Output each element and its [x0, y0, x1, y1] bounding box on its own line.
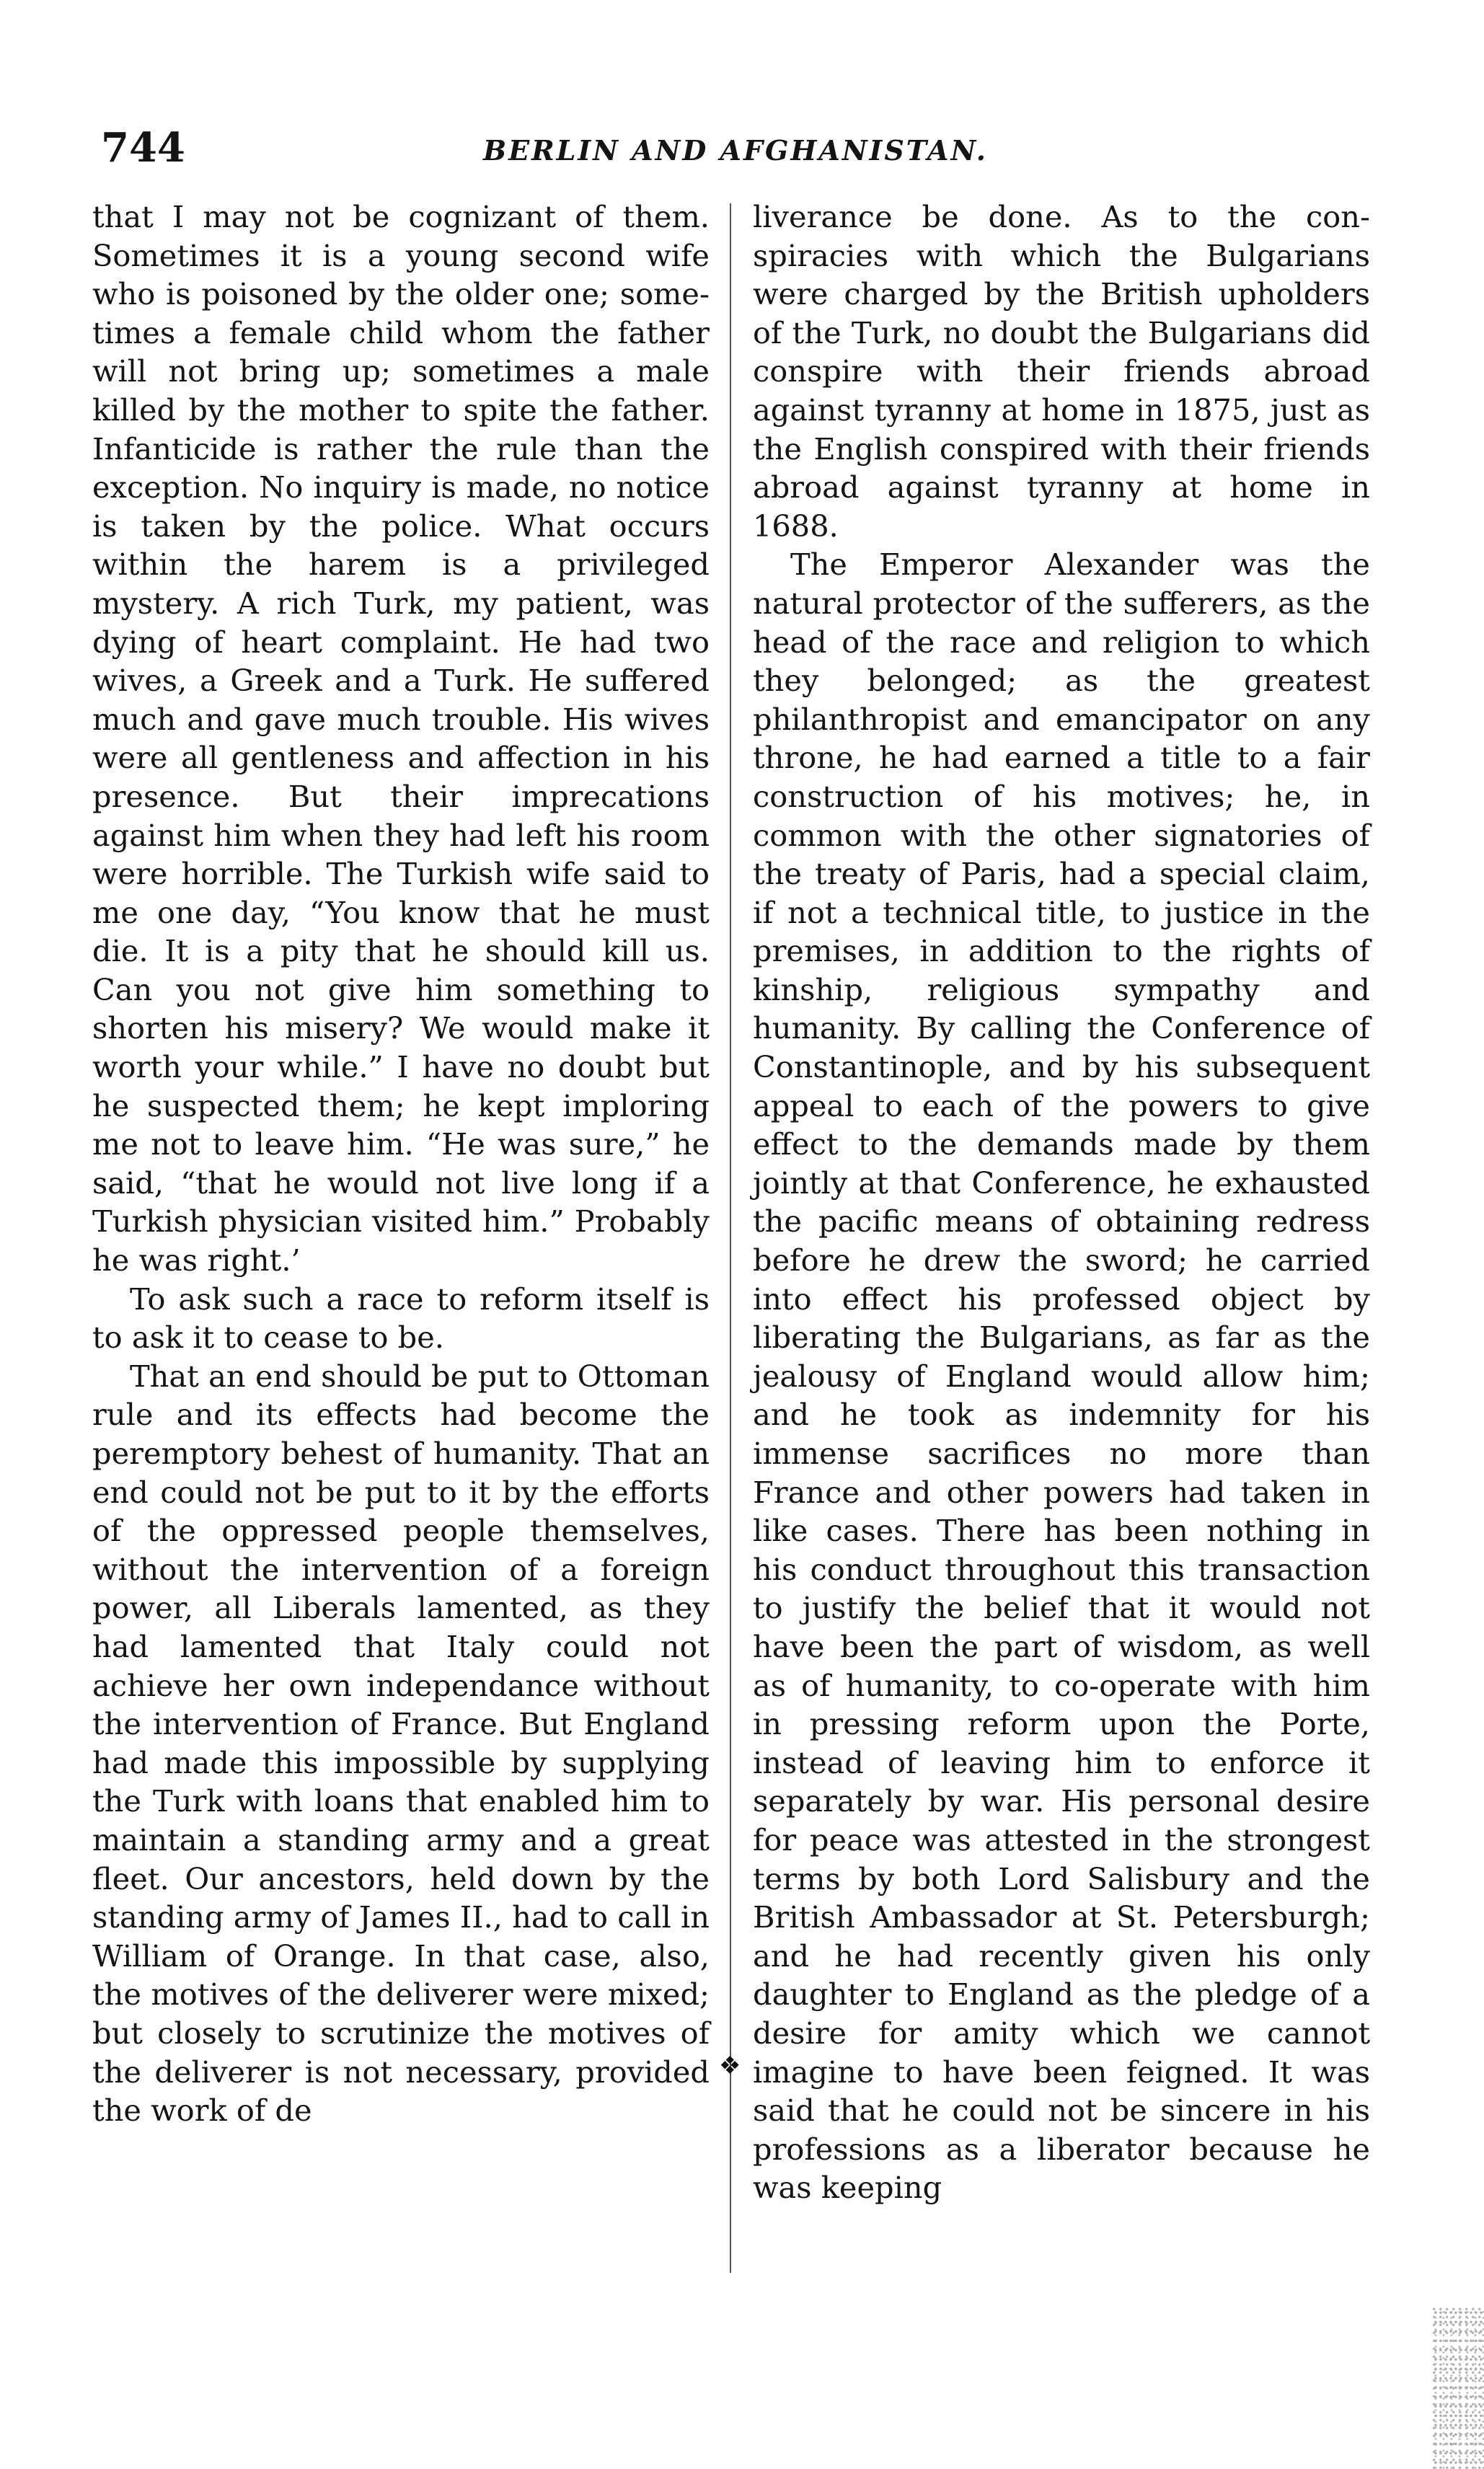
paragraph: To ask such a race to reform itself is to ask it to cease to be. — [92, 1281, 710, 1356]
left-column — [92, 198, 710, 2130]
page-number: 744 — [101, 124, 185, 172]
column-divider — [730, 203, 731, 2273]
running-head: BERLIN AND AFGHANISTAN. — [483, 134, 988, 167]
paragraph: liverance be done. As to the conspiracies with which the Bulgarians were charged by the British upholders of the Turk, no doubt the Bulgarians did conspire with their friends abroad against tyranny at home in 1875, just as the English conspired with their friends abroad against tyranny at home in 1688. — [753, 199, 1370, 544]
margin-mark: ❖ — [719, 2051, 741, 2080]
paragraph: that I may not be cognizant of them. Sometimes it is a young second wife who is poisoned by the older one; sometimes a female child whom the father will not bring up; sometimes a male killed by the mother to spite the father. Infanticide is rather the rule than the exception. No inquiry is made, no notice is taken by the police. What occurs within the harem is a privileged mystery. A rich Turk, my patient, was dying of heart complaint. He had two wives, a Greek and a Turk. He suffered much and gave much trouble. His wives were all gentleness and affection in his presence. But their imprecations against him when they had left his room were horrible. The Turkish wife said to me one day, “You know that he must die. It is a pity that he should kill us. Can you not give him something to shorten his misery? We would make it worth your while.” I have no doubt but he suspected them; he kept imploring me not to leave him. “He was sure,” he said, “that he would not live long if a Turkish physician visited him.” Probably he was right.’ — [92, 199, 710, 1278]
paragraph: The Emperor Alexander was the natural protector of the sufferers, as the head of the race and religion to which they belonged; as the greatest philanthropist and emancipator on any throne, he had earned a title to a fair construction of his motives; he, in common with the other signatories of the treaty of Paris, had a special claim, if not a technical title, to justice in the premises, in addition to the rights of kinship, religious sympathy and humanity. By calling the Conference of Constantinople, and by his subsequent appeal to each of the powers to give effect to the demands made by them jointly at that Conference, he exhausted the pacific means of obtaining redress before he drew the sword; he carried into effect his professed object by liberating the Bulgarians, as far as the jealousy of England would allow him; and he took as indemnity for his immense sacrifices no more than France and other powers had taken in like cases. There has been nothing in his conduct throughout this transaction to justify the belief that it would not have been the part of wisdom, as well as of humanity, to co-operate with him in pressing reform upon the Porte, instead of leaving him to enforce it separately by war. His personal desire for peace was attested in the strongest terms by both Lord Salisbury and the British Ambassador at St. Petersburgh; and he had recently given his only daughter to England as the pledge of a desire for amity which we cannot imagine to have been feigned. It was said that he could not be sincere in his professions as a liberator because he was keeping — [753, 547, 1370, 2206]
right-column — [753, 198, 1370, 2207]
page-header — [101, 124, 1370, 182]
scan-noise — [1432, 2307, 1484, 2469]
paragraph: That an end should be put to Ottoman rule and its effects had become the peremptory behest of humanity. That an end could not be put to it by the efforts of the oppressed people themselves, without the intervention of a foreign power, all Liberals lamented, as they had lamented that Italy could not achieve her own independance without the intervention of France. But England had made this impossible by supplying the Turk with loans that enabled him to maintain a standing army and a great fleet. Our ancestors, held down by the standing army of James II., had to call in William of Orange. In that case, also, the motives of the deliverer were mixed; but closely to scrutinize the motives of the deliverer is not necessary, provided the work of de — [92, 1358, 710, 2129]
